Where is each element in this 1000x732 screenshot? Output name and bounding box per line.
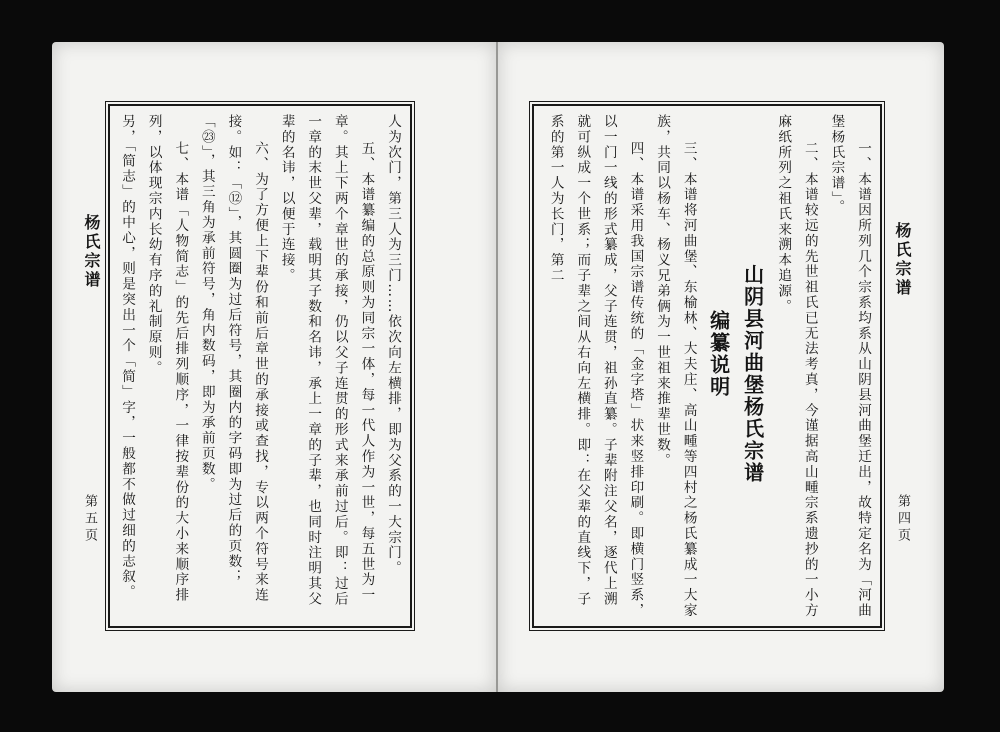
- right-page: [498, 42, 944, 692]
- paragraph: 七、本谱「人物简志」的先后排列顺序，一律按辈份的大小来顺序排列，以体现宗内长幼有序的礼制原则。: [145, 114, 189, 604]
- paragraph: [108, 114, 113, 620]
- paragraph: 二、本谱较远的先世祖氏已无法考真，今谨据高山畽宗系遗抄的一小方麻纸所列之祖氏来溯本追源。: [775, 114, 818, 619]
- text-frame: [532, 104, 882, 628]
- paragraph: 一、本谱因所列几个宗系均系从山阴县河曲堡迁出，故特定名为「河曲堡杨氏宗谱」。: [828, 114, 871, 619]
- paragraph: 五、本谱纂编的总原则为同宗一体，每一代人作为一世，每五世为一章。其上下两个章世的承接，仍以父子连贯的形式来承前过后。即：过后一章的末世父辈，载明其子数和名讳，承上一章的子辈，也同时注明其父辈的名讳，以便于连接。: [278, 114, 375, 607]
- paragraph: 三、本谱将河曲堡、东榆林、大夫庄、高山畽等四村之杨氏纂成一大家族，共同以杨车、杨义兄弟俩为一世祖来推辈世数。: [654, 114, 697, 619]
- body-text: [108, 114, 406, 620]
- page-number: 第五页: [82, 494, 97, 545]
- document-heading: 山阴县河曲堡杨氏宗谱: [740, 264, 765, 484]
- body-text: [542, 114, 876, 620]
- page-number: 第四页: [895, 494, 910, 545]
- running-title: 杨氏宗谱: [893, 222, 912, 298]
- running-title: 杨氏宗谱: [82, 214, 101, 290]
- paragraph: 四、本谱采用我国宗谱传统的「金字塔」状来竖排印刷。即横门竖系，以一门一线的形式纂成，父子连贯，祖孙直纂。子辈附注父名，逐代上溯就可纵成一个世系；而子辈之间从右向左横排。即：在父辈的直线下，子系的第一人为长门，第二: [547, 114, 644, 619]
- document-subheading: 编纂说明: [706, 310, 731, 398]
- paragraph: 另，「简志」的中心，则是突出一个「简」字，一般都不做过细的志叙。: [119, 114, 136, 600]
- text-frame: [108, 104, 412, 628]
- paragraph: 人为次门，第三人为三门……依次向左横排，即为父系的一大宗门。: [385, 114, 401, 576]
- paragraph: 六、为了方便上下辈份和前后章世的承接或查找，专以两个符号来连接。如：「⑫」，其圆圈为过后符号，其圈内的字码即为过后的页数；「㉓」，其三角为承前符号，角内数码，即为承前页数。: [198, 114, 269, 604]
- left-page: [52, 42, 496, 692]
